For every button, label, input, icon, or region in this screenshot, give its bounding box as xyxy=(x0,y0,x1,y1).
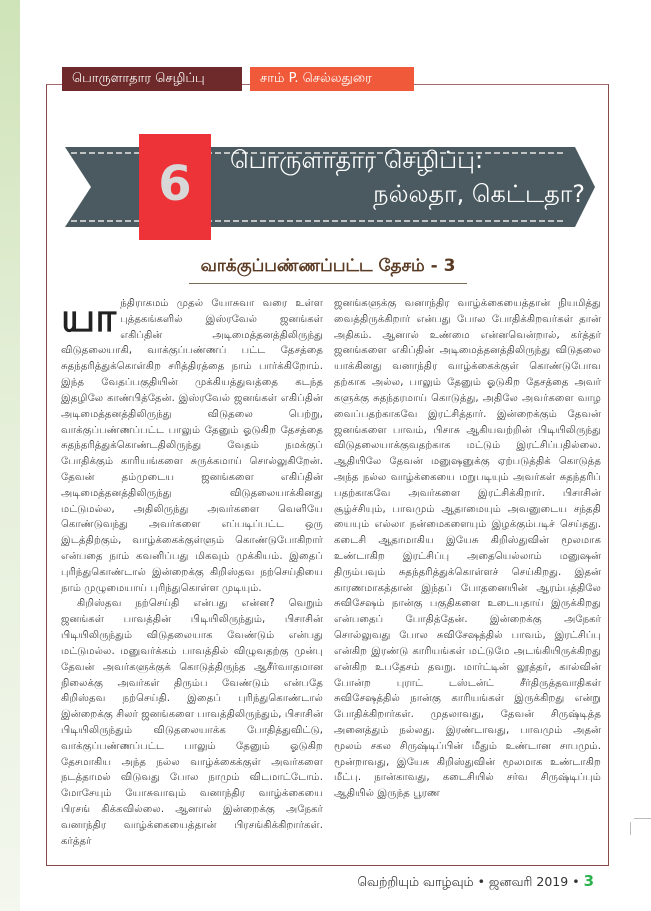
author-label: சாம் P. செல்லதுரை xyxy=(250,67,414,91)
section-label: பொருளாதார செழிப்பு xyxy=(62,67,242,91)
article-column-right xyxy=(334,296,601,849)
article-column-left xyxy=(61,296,323,849)
article-columns xyxy=(61,295,601,849)
paragraph: யாந்திராகமம் முதல் யோசுவா வரை உள்ள புத்தகங்களில் இஸ்ரவேல் ஜனங்கள் எகிப்தின் அடிமைத்தனத்திலிருந்து விடுதலையாகி, வாக்குப்பண்ணப் பட்ட தேசத்தை சுதந்தரித்துக்கொள்கிற சரித்திரத்தை நாம் பார்க்கிறோம். இந்த வேதப்பகுதியின் முக்கியத்துவத்தை கடந்த இதழிலே காண்பித்தேன். இஸ்ரவேல் ஜனங்கள் எகிப்தின் அடிமைத்தனத்திலிருந்து விடுதலை பெற்று, வாக்குப்பண்ணப்பட்ட பாலும் தேனும் ஓடுகிற தேசத்தை சுதந்தரித்துக்கொண்டதிலிருந்து வேதம் நமக்குப் போதிக்கும் காரியங்களை சுருக்கமாய் சொல்லுகிறேன். தேவன் தம்முடைய ஜனங்களை எகிப்தின் அடிமைத்தனத்திலிருந்து விடுதலையாக்கினது மட்டுமல்ல, அதிலிருந்து அவர்களை வெளியே கொண்டுவந்து அவர்களை எப்படிப்பட்ட ஒரு இடத்திற்கும், வாழ்க்கைக்குள்ளும் கொண்டுபோகிறார் என்பதை நாம் கவனிப்பது மிகவும் முக்கியம். இதைப் புரிந்துகொண்டால் இன்றைக்கு கிறிஸ்தவ நற்செய்தியை நாம் முழுமையாய் புரிந்துகொள்ள முடியும். xyxy=(61,295,323,594)
subtitle-wrap xyxy=(61,256,595,284)
paragraph: ஜனங்களுக்கு வனாந்திர வாழ்க்கையைத்தான் நியமித்து வைத்திருக்கிறார் என்பது போல போதிக்கிறவர்கள் தான் அதிகம். ஆனால் உண்மை என்னவென்றால், கர்த்தர் ஜனங்களை எகிப்தின் அடிமைத்தனத்திலிருந்து விடுதலை யாக்கினது வனாந்திர வாழ்க்கைக்குள் கொண்டுபோவ தற்காக அல்ல, பாலும் தேனும் ஓடுகிற தேசத்தை அவர் களுக்கு சுதந்தரமாய் கொடுத்து, அதிலே அவர்களை வாழ வைப்பதற்காகவே இரட்சித்தார். இன்றைக்கும் தேவன் ஜனங்களை பாவம், பிசாசு ஆகியவற்றின் பிடியிலிருந்து விடுதலையாக்குவதற்காக மட்டும் இரட்சிப்பதில்லை. ஆதியிலே தேவன் மனுஷனுக்கு ஏற்படுத்திக் கொடுத்த அந்த நல்ல வாழ்க்கையை மறுபடியும் அவர்கள் சுதந்தரிப் பதற்காகவே அவர்களை இரட்சிக்கிறார். பிசாசின் சூழ்ச்சியும், பாவமும் ஆதாமையும் அவனுடைய சந்ததி யையும் எல்லா நன்மைகளையும் இழக்கும்படிச் செய்தது. கடைசி ஆதாமாகிய இயேசு கிறிஸ்துவின் மூலமாக உண்டாகிற இரட்சிப்பு அதையெல்லாம் மனுஷன் திரும்பவும் சுதந்தரித்துக்கொள்ளச் செய்கிறது. இதன் காரணமாகத்தான் இந்தப் போதனையின் ஆரம்பத்திலே சுவிசேஷம் நான்கு பகுதிகளை உடையதாய் இருக்கிறது என்பதைப் போதித்தேன். இன்றைக்கு அநேகர் சொல்லுவது போல சுவிசேஷத்தில் பாவம், இரட்சிப்பு என்கிற இரண்டு காரியங்கள் மட்டுமே அடங்கியிருக்கிறது என்கிற உபதேசம் தவறு. மார்ட்டின் லூத்தர், கால்வின் போன்ற புராட் டஸ்டன்ட் சீர்திருத்தவாதிகள் சுவிசேஷத்தில் நான்கு காரியங்கள் இருக்கிறது என்று போதிக்கிறார்கள். முதலாவது, தேவன் சிருஷ்டித்த அனைத்தும் நல்லது. இரண்டாவது, பாவமும் அதன் மூலம் சகல சிருஷ்டிப்பின் மீதும் உண்டான சாபமும். மூன்றாவது, இயேசு கிறிஸ்துவின் மூலமாக உண்டாகிற மீட்பு. நான்காவது, கடைசியில் சர்வ சிருஷ்டிப்பும் ஆதியில் இருந்த பூரண xyxy=(334,298,601,800)
title-area xyxy=(61,85,595,250)
article-subtitle: வாக்குப்பண்ணப்பட்ட தேசம் - 3 xyxy=(189,256,467,284)
drop-cap: யா xyxy=(61,295,117,341)
article-title xyxy=(230,143,585,211)
paragraph: கிறிஸ்தவ நற்செய்தி என்பது என்ன? வெறும் ஜனங்கள் பாவத்தின் பிடியிலிருந்தும், பிசாசின் பிடியிலிருந்தும் விடுதலையாக வேண்டும் என்பது மட்டுமல்ல. மனுவர்க்கம் பாவத்தில் விழுவதற்கு முன்பு தேவன் அவர்களுக்குக் கொடுத்திருந்த ஆசீர்வாதமான நிலைக்கு அவர்கள் திரும்ப வேண்டும் என்பதே கிறிஸ்தவ நற்செய்தி. இதைப் புரிந்துகொண்டால் இன்றைக்கு சிலர் ஜனங்களை பாவத்திலிருந்தும், பிசாசின் பிடியிலிருந்தும் விடுதலையாக்க போதித்துவிட்டு, வாக்குப்பண்ணப்பட்ட பாலும் தேனும் ஓடுகிற தேசமாகிய அந்த நல்ல வாழ்க்கைக்குள் அவர்களை நடத்தாமல் விடுவது போல நாமும் விடமாட்டோம். மோசேயும் யோசுவாவும் வனாந்திர வாழ்க்கையை பிரசங் கிக்கவில்லை. ஆனால் இன்றைக்கு அநேகர் வனாந்திர வாழ்க்கையைத்தான் பிரசங்கிக்கிறார்கள். கர்த்தர் xyxy=(61,598,323,847)
header-tabs xyxy=(62,67,609,91)
page-footer xyxy=(46,872,609,891)
crop-mark xyxy=(634,818,651,819)
article-frame xyxy=(46,84,609,866)
article-title-line1: பொருளாதார செழிப்பு: xyxy=(230,146,484,174)
green-side-strip xyxy=(0,0,20,911)
page-content xyxy=(46,0,609,911)
crop-mark xyxy=(630,822,631,835)
article-number: 6 xyxy=(158,156,192,212)
article-title-line2: நல்லதா, கெட்டதா? xyxy=(373,180,585,208)
page-number: 3 xyxy=(583,872,594,891)
magazine-issue: வெற்றியும் வாழ்வும் • ஜனவரி 2019 • xyxy=(357,874,580,890)
